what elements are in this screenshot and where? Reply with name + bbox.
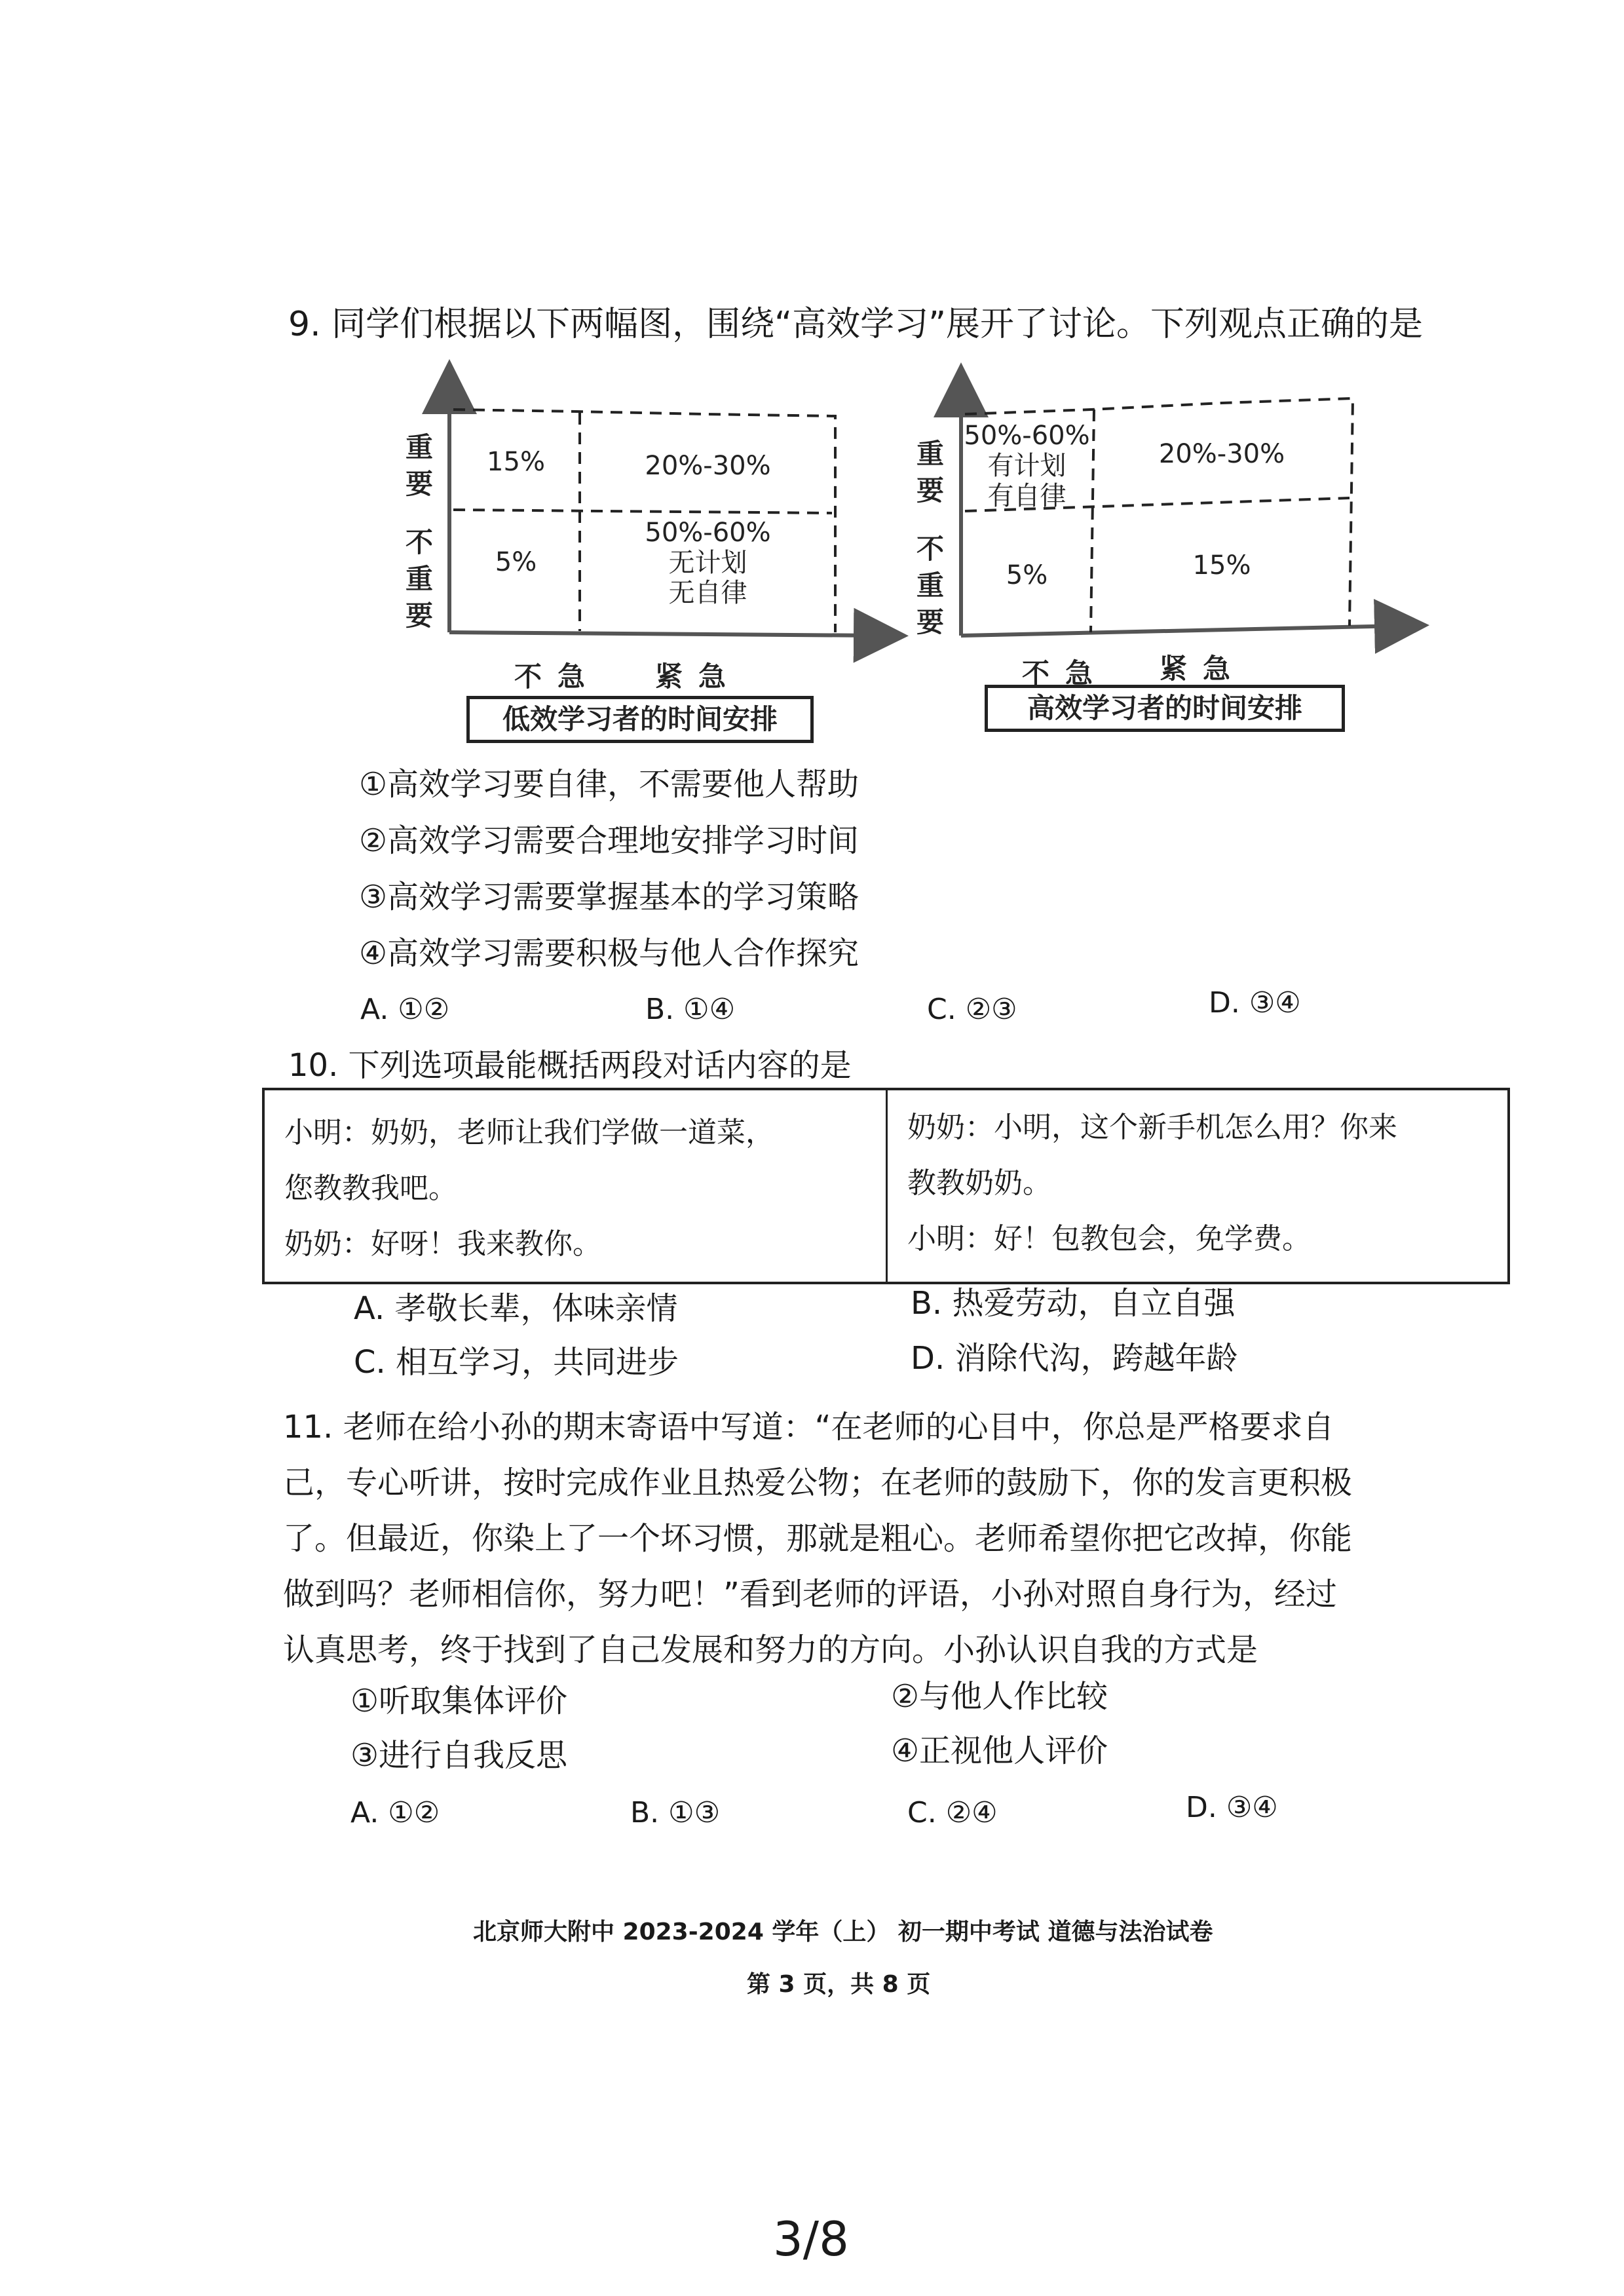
y-label-important: 重要: [916, 438, 944, 507]
q11-statement-1: ①听取集体评价: [350, 1683, 568, 1719]
cell-important-urgent: [582, 451, 834, 481]
q11-choice-a[interactable]: A. ①②: [350, 1796, 440, 1829]
q10-choice-a[interactable]: A. 孝敬长辈，体味亲情: [354, 1290, 678, 1327]
cell-value: 15%: [1192, 550, 1251, 581]
cell-value: 20%-30%: [645, 451, 771, 481]
cell-unimportant-not-urgent: [963, 560, 1091, 590]
cell-important-not-urgent: [452, 447, 580, 477]
cell-important-not-urgent: [963, 421, 1091, 511]
question-10-stem: 10. 下列选项最能概括两段对话内容的是: [288, 1047, 852, 1084]
page-info-footer: 第 3 页，共 8 页: [747, 1971, 931, 1998]
q11-choice-c[interactable]: C. ②④: [907, 1796, 998, 1829]
cell-note: 无自律: [668, 578, 747, 608]
q11-choice-b[interactable]: B. ①③: [630, 1796, 721, 1829]
cell-value: 15%: [487, 447, 545, 477]
cell-important-urgent: [1094, 439, 1350, 469]
q9-choice-c[interactable]: C. ②③: [927, 993, 1017, 1026]
q9-statement-2: ②高效学习需要合理地安排学习时间: [359, 822, 859, 859]
cell-unimportant-urgent: [582, 518, 834, 608]
cell-note: 有自律: [987, 481, 1067, 511]
cell-value: 5%: [1006, 560, 1048, 590]
dialog-line: 小明：奶奶，老师让我们学做一道菜，: [284, 1116, 774, 1149]
dialog-left: [265, 1090, 888, 1282]
chart-caption: 低效学习者的时间安排: [466, 696, 814, 743]
question-11-stem-line: 认真思考，终于找到了自己发展和努力的方向。小孙认识自我的方式是: [283, 1632, 1258, 1668]
dialog-line: 小明：好！包教包会，免学费。: [907, 1222, 1311, 1255]
q9-choice-b[interactable]: B. ①④: [645, 993, 736, 1026]
q9-choice-a[interactable]: A. ①②: [360, 993, 450, 1026]
exam-title-footer: 北京师大附中 2023-2024 学年（上） 初一期中考试 道德与法治试卷: [473, 1919, 1213, 1945]
q9-choice-d[interactable]: D. ③④: [1209, 986, 1301, 1020]
cell-unimportant-not-urgent: [452, 547, 580, 577]
cell-value: 5%: [495, 547, 537, 577]
cell-value: 50%-60%: [645, 518, 771, 548]
cell-note: 无计划: [668, 548, 747, 578]
x-label-urgent: 紧急: [1160, 653, 1247, 685]
q10-choice-c[interactable]: C. 相互学习，共同进步: [354, 1344, 679, 1381]
q11-statement-2: ②与他人作比较: [891, 1678, 1108, 1715]
question-11-stem-line: 做到吗？老师相信你，努力吧！”看到老师的评语，小孙对照自身行为，经过: [283, 1576, 1337, 1613]
q11-choice-d[interactable]: D. ③④: [1186, 1791, 1278, 1824]
question-11-stem-line: 了。但最近，你染上了一个坏习惯，那就是粗心。老师希望你把它改掉，你能: [283, 1520, 1353, 1557]
dialog-table: [262, 1088, 1510, 1284]
chart-high-efficiency-axes: [914, 373, 1425, 649]
question-11-stem-line: 己，专心听讲，按时完成作业且热爱公物；在老师的鼓励下，你的发言更积极: [283, 1464, 1353, 1501]
y-label-unimportant: 不重要: [405, 526, 433, 632]
cell-note: 有计划: [987, 451, 1067, 481]
chart-low-efficiency: [393, 373, 904, 740]
q10-choice-d[interactable]: D. 消除代沟，跨越年龄: [911, 1340, 1238, 1377]
cell-unimportant-urgent: [1094, 550, 1350, 581]
dialog-line: 奶奶：小明，这个新手机怎么用？你来: [907, 1111, 1397, 1144]
q9-statement-1: ①高效学习要自律，不需要他人帮助: [359, 766, 859, 803]
q11-statement-3: ③进行自我反思: [350, 1737, 568, 1774]
dialog-line: 您教教我吧。: [284, 1172, 457, 1205]
x-label-not-urgent: 不急: [1022, 657, 1109, 689]
question-9-stem: 9. 同学们根据以下两幅图，围绕“高效学习”展开了讨论。下列观点正确的是: [288, 305, 1424, 344]
dialog-line: 教教奶奶。: [907, 1166, 1051, 1200]
cell-value: 20%-30%: [1158, 439, 1285, 469]
q9-statement-4: ④高效学习需要积极与他人合作探究: [359, 935, 859, 972]
dialog-line: 奶奶：好呀！我来教你。: [284, 1227, 601, 1261]
page-indicator: 3/8: [773, 2211, 849, 2267]
question-11-stem-line: 11. 老师在给小孙的期末寄语中写道：“在老师的心目中，你总是严格要求自: [283, 1409, 1334, 1445]
x-label-urgent: 紧急: [655, 660, 742, 693]
y-label-unimportant: 不重要: [916, 533, 944, 638]
q9-statement-3: ③高效学习需要掌握基本的学习策略: [359, 879, 859, 915]
cell-value: 50%-60%: [964, 421, 1090, 451]
dialog-right: [888, 1090, 1507, 1282]
y-label-important: 重要: [405, 431, 433, 500]
q10-choice-b[interactable]: B. 热爱劳动，自立自强: [911, 1285, 1236, 1322]
chart-caption: 高效学习者的时间安排: [985, 685, 1345, 732]
x-label-not-urgent: 不急: [514, 660, 601, 693]
chart-high-efficiency: [914, 373, 1425, 740]
q11-statement-4: ④正视他人评价: [891, 1732, 1108, 1769]
